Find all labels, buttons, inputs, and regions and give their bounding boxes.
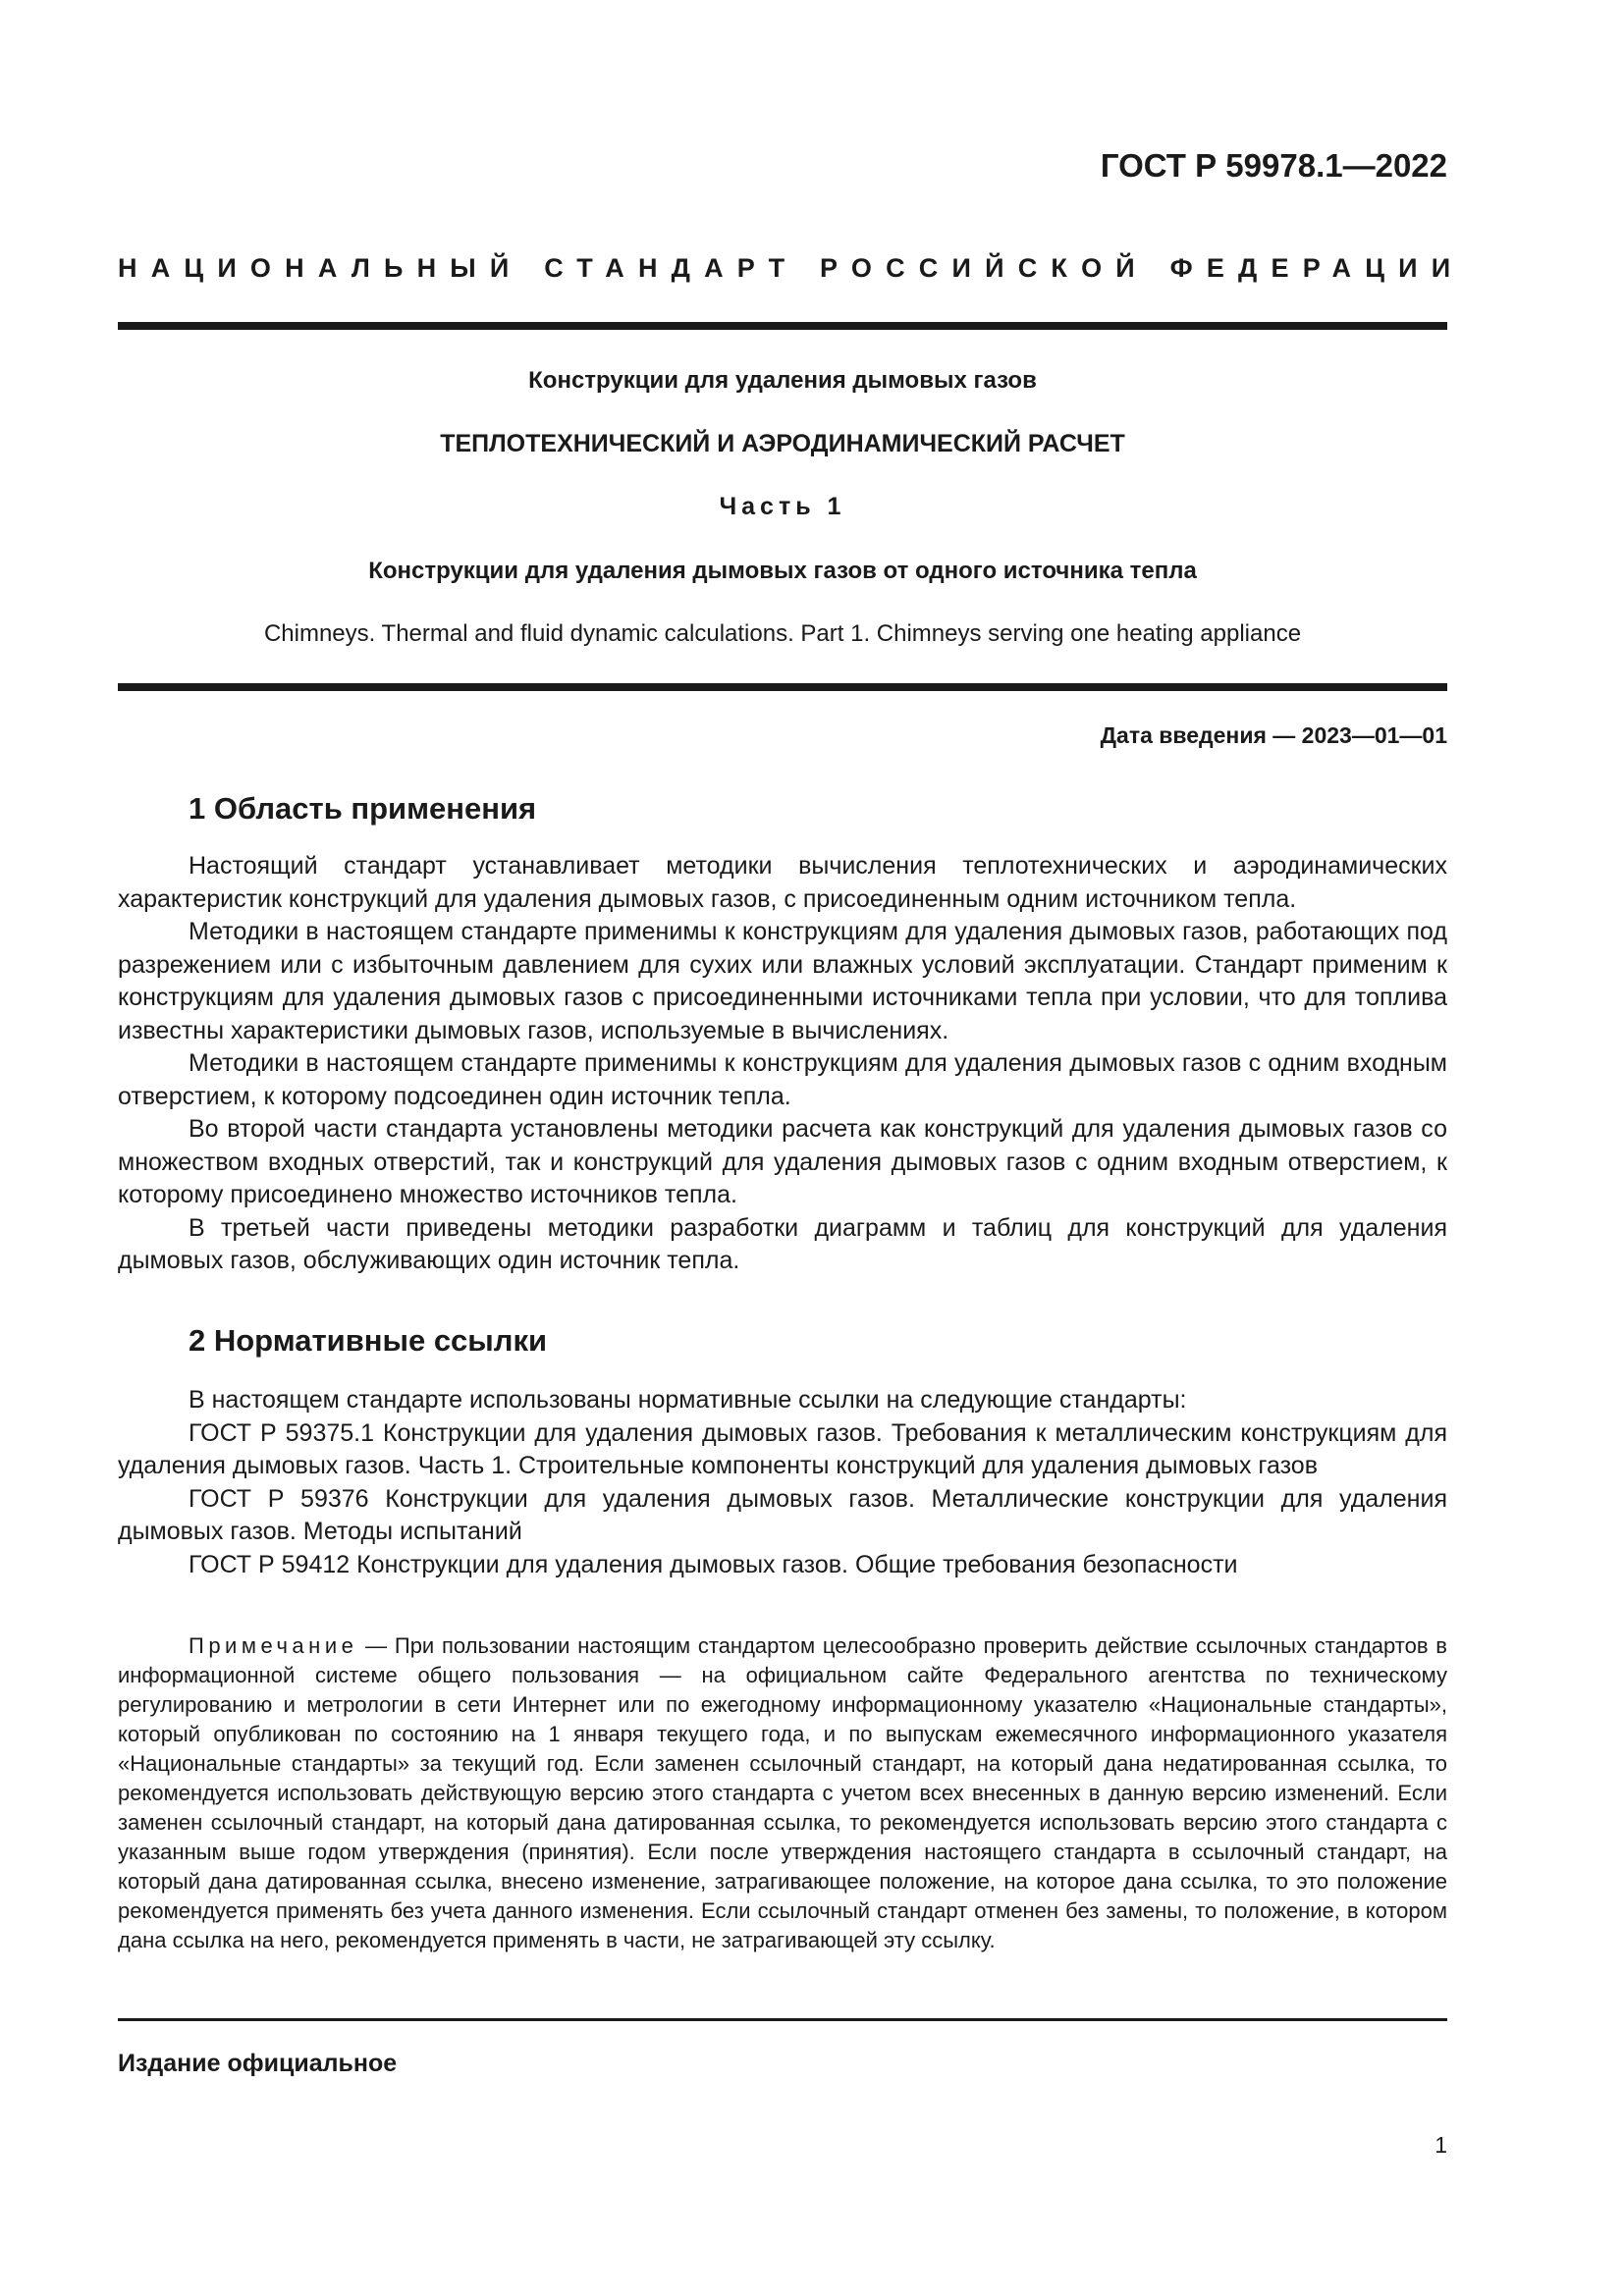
standard-number: ГОСТ Р 59978.1—2022 [1100, 147, 1447, 184]
paragraph: Методики в настоящем стандарте применимы к конструкциям для удаления дымовых газов с одним входным отверстием, к которому подсоединен один источник тепла. [118, 1049, 1447, 1110]
paragraph: В третьей части приведены методики разработки диаграмм и таблиц для конструкций для удаления дымовых газов, обслуживающих один источник тепла. [118, 1213, 1447, 1274]
paragraph: Настоящий стандарт устанавливает методики вычисления теплотехнических и аэродинамических характеристик конструкций для удаления дымовых газов, с присоединенным одним источником тепла. [118, 852, 1447, 913]
reference-item: ГОСТ Р 59376 Конструкции для удаления дымовых газов. Металлические конструкции для удаления дымовых газов. Методы испытаний [118, 1484, 1447, 1545]
official-edition: Издание официальное [118, 2050, 398, 2077]
title-english: Chimneys. Thermal and fluid dynamic calculations. Part 1. Chimneys serving one heating appliance [263, 620, 1302, 647]
paragraph: Во второй части стандарта установлены методики расчета как конструкций для удаления дымовых газов со множеством входных отверстий, так и конструкций для удаления дымовых газов с одним входным отверстием, к которому присоединено множество источников тепла. [118, 1115, 1447, 1208]
page-number: 1 [1435, 2132, 1447, 2158]
section-2-body [118, 1384, 1447, 1581]
note-label: Примечание [189, 1633, 358, 1658]
top-rule [118, 322, 1447, 330]
reference-item: ГОСТ Р 59412 Конструкции для удаления дымовых газов. Общие требования безопасности [189, 1550, 1238, 1578]
note-block [118, 1631, 1447, 1955]
introduction-date: Дата введения — 2023—01—01 [1100, 722, 1447, 748]
section-2-heading: 2 Нормативные ссылки [189, 1323, 548, 1358]
section-1-heading: 1 Область применения [189, 791, 537, 826]
reference-item: ГОСТ Р 59375.1 Конструкции для удаления дымовых газов. Требования к металлическим конструкциям для удаления дымовых газов. Часть 1. Строительные компоненты конструкций для удаления дымовых газов [118, 1418, 1447, 1479]
title-line-1: Конструкции для удаления дымовых газов [528, 367, 1037, 394]
note-text: — При пользовании настоящим стандартом целесообразно проверить действие ссылочных стандартов в информационной системе общего пользования — на официальном сайте Федерального агентства по техническому регулированию и метрологии в сети Интернет или по ежегодному информационному указателю «Национальные стандарты», который опубликован по состоянию на 1 января текущего года, и по выпускам ежемесячного информационного указателя «Национальные стандарты» за текущий год. Если заменен ссылочный стандарт, на который дана недатированная ссылка, то рекомендуется использовать действующую версию этого стандарта с учетом всех внесенных в данную версию изменений. Если заменен ссылочный стандарт, на который дана датированная ссылка, то рекомендуется использовать версию этого стандарта с указанным выше годом утверждения (принятия). Если после утверждения настоящего стандарта в ссылочный стандарт, на который дана датированная ссылка, внесено изменение, затрагивающее положение, на которое дана ссылка, то это положение рекомендуется применять без учета данного изменения. Если ссылочный стандарт отменен без замены, то положение, в котором дана ссылка на него, рекомендуется применять в части, не затрагивающей эту ссылку. [118, 1633, 1447, 1952]
title-line-2: ТЕПЛОТЕХНИЧЕСКИЙ И АЭРОДИНАМИЧЕСКИЙ РАСЧЕТ [440, 430, 1125, 457]
paragraph: В настоящем стандарте использованы нормативные ссылки на следующие стандарты: [189, 1386, 1187, 1414]
footer-rule [118, 2018, 1447, 2021]
section-1-body [118, 850, 1447, 1278]
title-bottom-rule [118, 683, 1447, 691]
national-standard-title: НАЦИОНАЛЬНЫЙ СТАНДАРТ РОССИЙСКОЙ ФЕДЕРАЦИИ [118, 253, 1465, 283]
title-line-3: Конструкции для удаления дымовых газов от одного источника тепла [368, 558, 1197, 584]
title-part: Часть 1 [719, 493, 846, 520]
paragraph: Методики в настоящем стандарте применимы к конструкциям для удаления дымовых газов, работающих под разрежением или с избыточным давлением для сухих или влажных условий эксплуатации. Стандарт применим к конструкциям для удаления дымовых газов с присоединенными источниками тепла при условии, что для топлива известны характеристики дымовых газов, используемые в вычислениях. [118, 918, 1447, 1044]
